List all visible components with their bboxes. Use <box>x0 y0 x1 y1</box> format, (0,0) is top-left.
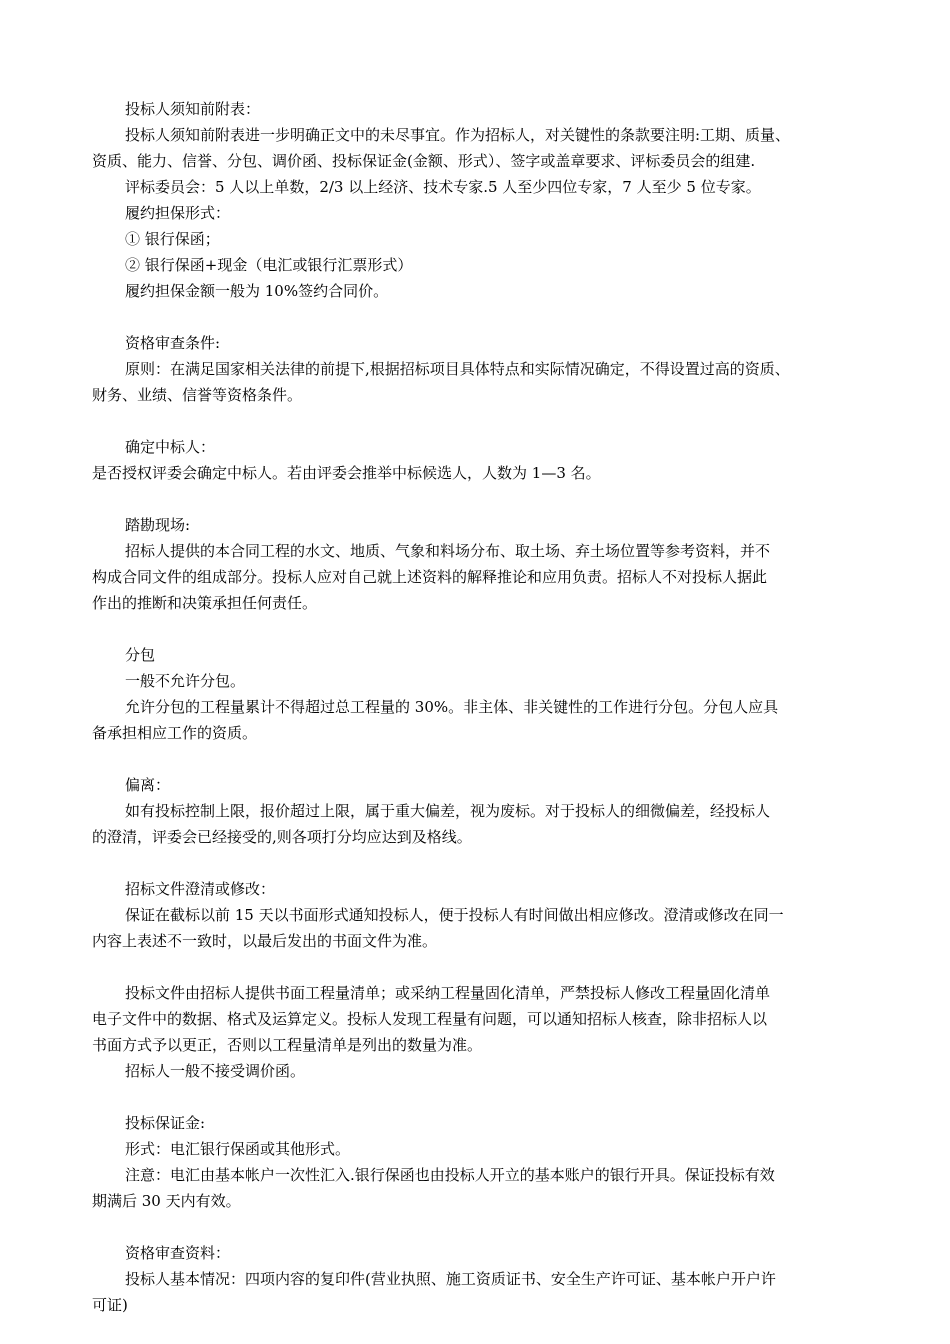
paragraph <box>92 1266 862 1318</box>
text-line: 注意：电汇由基本帐户一次性汇入.银行保函也由投标人开立的基本账户的银行开具。保证投标有效 <box>125 1166 775 1184</box>
text-line: 内容上表述不一致时，以最后发出的书面文件为准。 <box>92 932 438 950</box>
text-line: ① 银行保函； <box>125 230 220 248</box>
paragraph <box>92 174 862 200</box>
paragraph <box>92 96 862 122</box>
paragraph-gap <box>92 304 862 330</box>
paragraph <box>92 434 862 460</box>
paragraph <box>92 1058 862 1084</box>
paragraph <box>92 772 862 798</box>
text-line: 如有投标控制上限，报价超过上限，属于重大偏差，视为废标。对于投标人的细微偏差，经投标人 <box>125 802 771 820</box>
text-line: 确定中标人： <box>125 438 216 456</box>
paragraph-gap <box>92 1214 862 1240</box>
paragraph <box>92 356 862 408</box>
text-line: ② 银行保函+现金（电汇或银行汇票形式） <box>125 256 413 274</box>
paragraph-gap <box>92 1084 862 1110</box>
paragraph <box>92 798 862 850</box>
text-line: 履约担保形式： <box>125 204 231 222</box>
text-line: 投标保证金: <box>125 1114 206 1132</box>
text-line: 资格审查条件: <box>125 334 221 352</box>
text-line: 形式：电汇银行保函或其他形式。 <box>125 1140 351 1158</box>
paragraph <box>92 538 862 616</box>
paragraph <box>92 980 862 1058</box>
text-line: 招标文件澄清或修改： <box>125 880 276 898</box>
text-line: 构成合同文件的组成部分。投标人应对自己就上述资料的解释推论和应用负责。招标人不对投标人据此 <box>92 568 768 586</box>
paragraph <box>92 226 862 252</box>
text-line: 允许分包的工程量累计不得超过总工程量的 30%。非主体、非关键性的工作进行分包。分包人应具 <box>125 698 779 716</box>
text-line: 原则：在满足国家相关法律的前提下,根据招标项目具体特点和实际情况确定，不得设置过高的资质、 <box>125 360 790 378</box>
paragraph <box>92 200 862 226</box>
text-line: 作出的推断和决策承担任何责任。 <box>92 594 318 612</box>
text-line: 分包 <box>125 646 156 664</box>
paragraph <box>92 122 862 174</box>
paragraph <box>92 668 862 694</box>
paragraph <box>92 278 862 304</box>
text-line: 投标人须知前附表： <box>125 100 261 118</box>
paragraph <box>92 902 862 954</box>
text-line: 偏离： <box>125 776 171 794</box>
paragraph <box>92 642 862 668</box>
text-line: 的澄清，评委会已经接受的,则各项打分均应达到及格线。 <box>92 828 472 846</box>
paragraph-gap <box>92 486 862 512</box>
text-line: 投标人基本情况：四项内容的复印件(营业执照、施工资质证书、安全生产许可证、基本帐户开户许 <box>125 1270 776 1288</box>
paragraph <box>92 876 862 902</box>
paragraph <box>92 694 862 746</box>
text-line: 期满后 30 天内有效。 <box>92 1192 241 1210</box>
text-line: 评标委员会：5 人以上单数，2/3 以上经济、技术专家.5 人至少四位专家，7 人至少 5 位专家。 <box>125 178 761 196</box>
text-line: 资质、能力、信誉、分包、调价函、投标保证金(金额、形式）、签字或盖章要求、评标委员会的组建. <box>92 152 756 170</box>
text-line: 招标人一般不接受调价函。 <box>125 1062 306 1080</box>
text-line: 踏勘现场: <box>125 516 191 534</box>
text-line: 一般不允许分包。 <box>125 672 246 690</box>
text-line: 履约担保金额一般为 10%签约合同价。 <box>125 282 389 300</box>
text-line: 电子文件中的数据、格式及运算定义。投标人发现工程量有问题，可以通知招标人核查，除非招标人以 <box>92 1010 768 1028</box>
paragraph <box>92 330 862 356</box>
paragraph <box>92 252 862 278</box>
document-page <box>92 96 862 1318</box>
text-line: 投标人须知前附表进一步明确正文中的未尽事宜。作为招标人，对关键性的条款要注明:工期、质量、 <box>125 126 791 144</box>
paragraph-gap <box>92 408 862 434</box>
paragraph <box>92 1110 862 1136</box>
text-line: 备承担相应工作的资质。 <box>92 724 258 742</box>
paragraph-gap <box>92 850 862 876</box>
text-line: 书面方式予以更正，否则以工程量清单是列出的数量为准。 <box>92 1036 483 1054</box>
text-line: 财务、业绩、信誉等资格条件。 <box>92 386 303 404</box>
paragraph <box>92 460 862 486</box>
text-line: 投标文件由招标人提供书面工程量清单；或采纳工程量固化清单，严禁投标人修改工程量固化清单 <box>125 984 771 1002</box>
text-line: 可证) <box>92 1296 128 1314</box>
paragraph <box>92 1162 862 1214</box>
text-line: 是否授权评委会确定中标人。若由评委会推举中标候选人，人数为 1—3 名。 <box>92 464 601 482</box>
paragraph-gap <box>92 616 862 642</box>
paragraph-gap <box>92 746 862 772</box>
text-line: 招标人提供的本合同工程的水文、地质、气象和料场分布、取土场、弃土场位置等参考资料，并不 <box>125 542 771 560</box>
text-line: 保证在截标以前 15 天以书面形式通知投标人，便于投标人有时间做出相应修改。澄清或修改在同一 <box>125 906 784 924</box>
paragraph <box>92 1136 862 1162</box>
paragraph <box>92 512 862 538</box>
paragraph <box>92 1240 862 1266</box>
paragraph-gap <box>92 954 862 980</box>
text-line: 资格审查资料： <box>125 1244 231 1262</box>
